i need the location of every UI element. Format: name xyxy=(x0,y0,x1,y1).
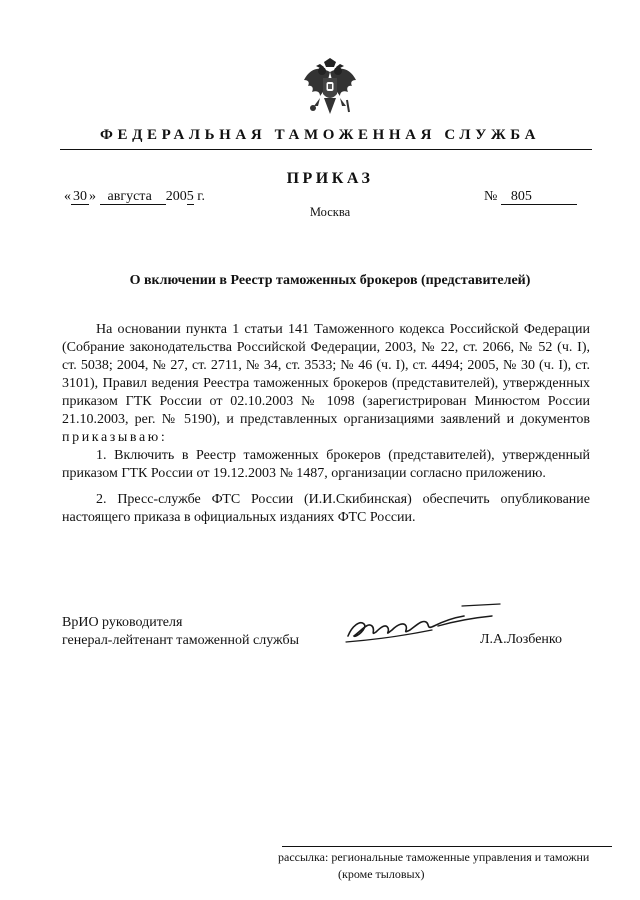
signer-name: Л.А.Лозбенко xyxy=(480,632,563,647)
number-value: 805 xyxy=(501,190,577,205)
preamble-text: На основании пункта 1 статьи 141 Таможенного кодекса Российской Федерации (Собрание законодательства Российской Федерации, 2003, № 22, ст. 2066, № 52 (ч. I), ст. 5038; 2004, № 27, ст. 2711, № 34, ст. 3533; № 46 (ч. I), ст. 4494; 2005, № 30 (ч. I), ст. 3101), Правил ведения Реестра таможенных брокеров (представителей), утвержденных приказом ГТК России от 02.10.2003 № 1098 (зарегистрирован Минюстом России 21.10.2003, рег. № 5190), и представленных организациями заявлений и документов xyxy=(62,322,590,427)
date-year-suffix: г. xyxy=(197,189,205,204)
order-date xyxy=(64,189,205,205)
order-subject: О включении в Реестр таможенных брокеров (представителей) xyxy=(129,273,531,288)
order-number xyxy=(484,189,577,205)
item-1: 1. Включить в Реестр таможенных брокеров (представителей), утвержденный приказом ГТК России от 19.12.2003 № 1487, организации согласно приложению. xyxy=(62,448,590,481)
date-day: 30 xyxy=(73,189,87,204)
order-body xyxy=(62,321,590,527)
date-year-digit: 5 xyxy=(186,189,194,204)
date-year-prefix: 200 xyxy=(165,189,187,204)
date-close-quote: » xyxy=(89,189,96,204)
date-open-quote: « xyxy=(64,189,71,204)
distribution-divider xyxy=(282,846,612,847)
emblem-icon xyxy=(302,58,358,118)
position-line-1: ВрИО руководителя xyxy=(62,615,183,630)
number-label: № xyxy=(484,189,498,204)
distribution-line-1: рассылка: региональные таможенные управления и таможни xyxy=(278,850,590,864)
item-2: 2. Пресс-службе ФТС России (И.И.Скибинская) обеспечить опубликование настоящего приказа в официальных изданиях ФТС России. xyxy=(62,492,590,525)
distribution-line-2: (кроме тыловых) xyxy=(338,867,425,881)
position-line-2: генерал-лейтенант таможенной службы xyxy=(62,633,300,648)
date-month: августа xyxy=(100,190,166,205)
city: Москва xyxy=(309,205,351,219)
document-kind: ПРИКАЗ xyxy=(286,170,374,187)
signatory-position xyxy=(62,614,299,650)
header-divider xyxy=(60,149,592,150)
order-word: приказываю: xyxy=(62,430,168,445)
preamble-paragraph xyxy=(62,321,590,447)
agency-name: ФЕДЕРАЛЬНАЯ ТАМОЖЕННАЯ СЛУЖБА xyxy=(99,127,541,143)
